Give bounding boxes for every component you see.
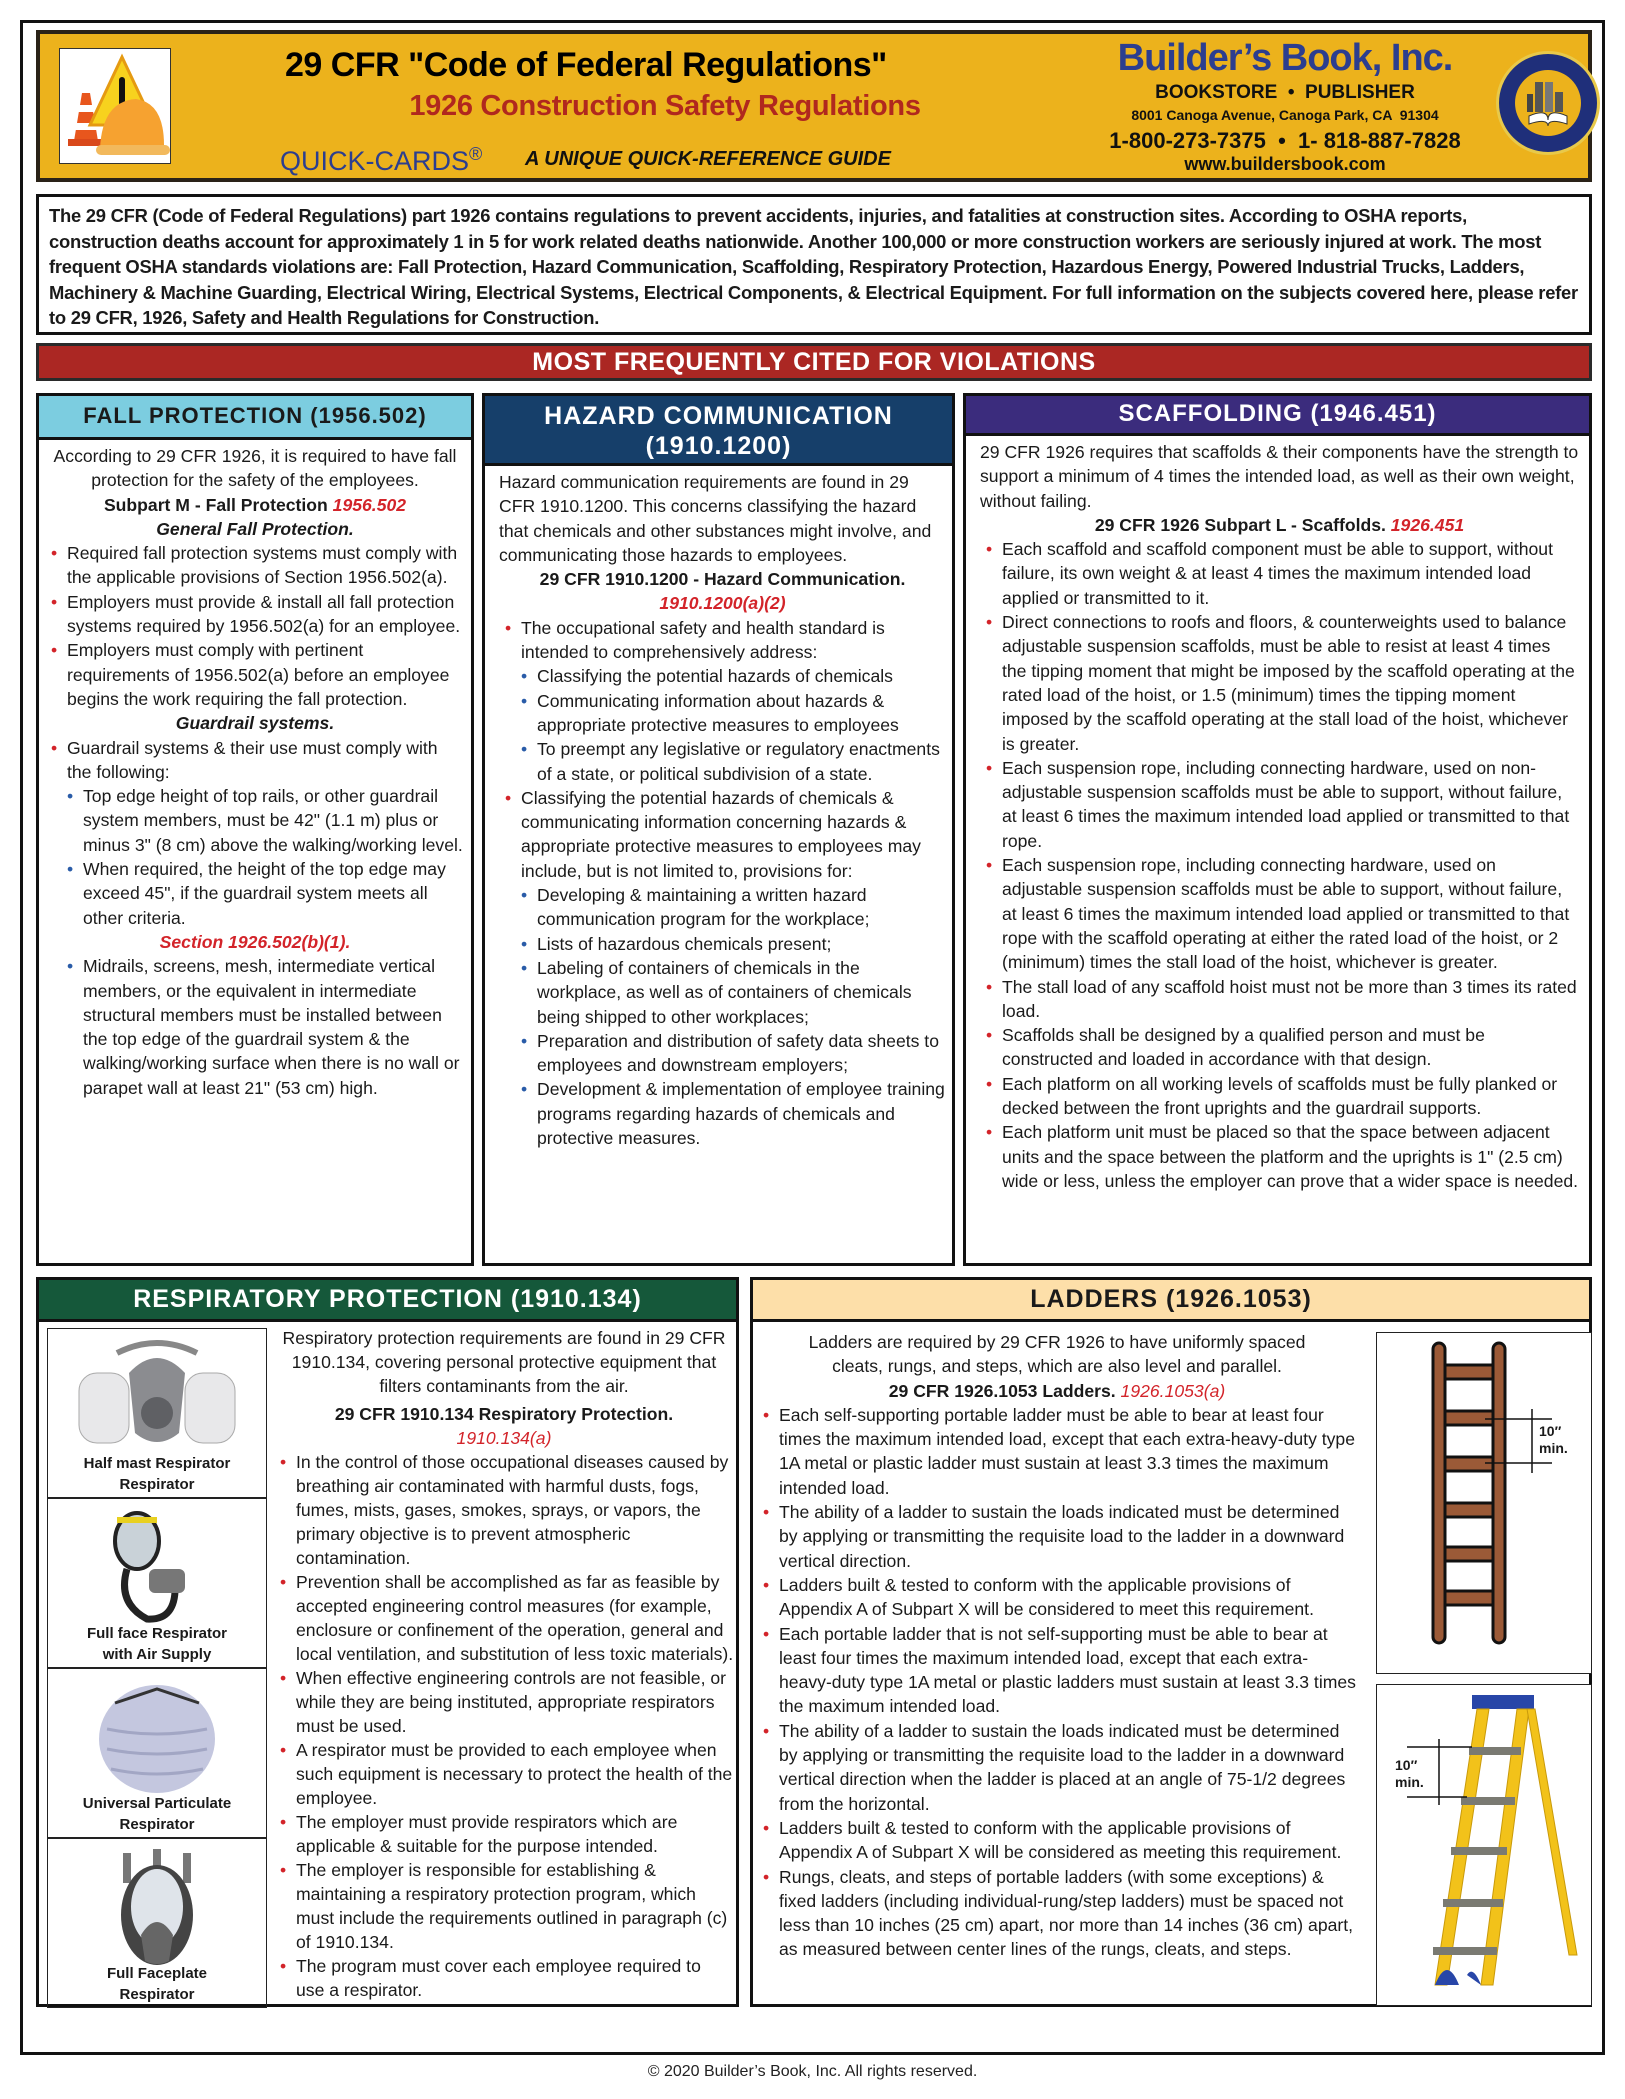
list-item: • Employers must provide & install all fall protection systems required by 1956.502(a) for an employee.	[45, 590, 465, 639]
sub-list-item: • Lists of hazardous chemicals present;	[499, 932, 946, 956]
step-ladder-image	[1376, 1684, 1592, 2006]
list-item: • Rungs, cleats, and steps of portable ladders (with some exceptions) & fixed ladders (including individual-rung/step ladders) must be spaced not less than 10 inches (25 cm) apart, nor more than 14 inches (36 cm) apart, as measured between center lines of the rungs, cleats, and steps.	[757, 1865, 1357, 1962]
sub-list-item: • Development & implementation of employee training programs regarding hazards of chemicals and protective measures.	[499, 1077, 946, 1150]
list-item: • Scaffolds shall be designed by a qualified person and must be constructed and loaded in accordance with that design.	[980, 1023, 1579, 1072]
publisher-website[interactable]: www.buildersbook.com	[1184, 154, 1386, 174]
hazard-communication-card	[482, 393, 955, 1266]
card-title: HAZARD COMMUNICATION (1910.1200)	[485, 396, 952, 466]
list-item: • Each portable ladder that is not self-supporting must be able to bear at least four times the maximum intended load, except that each extra-heavy-duty type 1A metal or plastic ladders must sustain at least 3.3 times the maximum intended load.	[757, 1622, 1357, 1719]
brand-quick-cards: QUICK-CARDS®	[280, 144, 483, 176]
card-intro: 29 CFR 1926 requires that scaffolds & their components have the strength to support a minimum of 4 times the intended load, as well as their own weight, without failing.	[980, 442, 1579, 511]
list-item: • Direct connections to roofs and floors, & counterweights used to balance adjustable suspension scaffolds, must be able to resist at least 4 times the tipping moment that might be imposed by the scaffold operating at the rated load of the hoist, or 1.5 (minimum) times the tipping moment imposed by the scaffold operating at the stall load of the hoist, whichever is greater.	[980, 610, 1579, 756]
list-item: • When effective engineering controls are not feasible, or while they are being instituted, appropriate respirators must be used.	[274, 1666, 734, 1738]
section-reference: Section 1926.502(b)(1).	[159, 931, 351, 952]
list-item: • The employer must provide respirators which are applicable & suitable for the purpose intended.	[274, 1810, 734, 1858]
list-item: • The stall load of any scaffold hoist must not be more than 3 times its rated load.	[980, 975, 1579, 1024]
sub-list-item: • Labeling of containers of chemicals in the workplace, as well as of containers of chemicals being shipped to other workplaces;	[499, 956, 946, 1029]
universal-particulate-respirator-image: Universal Particulate Respirator	[47, 1668, 267, 1838]
scaffolding-card	[963, 393, 1592, 1266]
full-face-respirator-air-supply-image: Full face Respirator with Air Supply	[47, 1498, 267, 1668]
sub-list-item: • Communicating information about hazards & appropriate protective measures to employees	[499, 689, 946, 738]
list-item: • Prevention shall be accomplished as far as feasible by accepted engineering control measures (for example, enclosure or confinement of the operation, general and local ventilation, and substitution of less toxic materials).	[274, 1570, 734, 1666]
respiratory-text	[274, 1326, 734, 2002]
list-item: • Guardrail systems & their use must comply with the following:	[45, 736, 465, 785]
card-title: LADDERS (1926.1053)	[753, 1280, 1589, 1322]
spacing-dimension-label: 10″ min.	[1395, 1757, 1424, 1790]
copyright-footer: © 2020 Builder’s Book, Inc. All rights reserved.	[647, 2063, 978, 2080]
subheading: General Fall Protection.	[156, 518, 354, 539]
ladders-text	[757, 1326, 1357, 1962]
full-faceplate-respirator-image: Full Faceplate Respirator	[47, 1838, 267, 2008]
intro-paragraph: The 29 CFR (Code of Federal Regulations) part 1926 contains regulations to prevent accidents, injuries, and fatalities at construction sites. According to OSHA reports, construction deaths account for approximately 1 in 5 for work related deaths nationwide. Another 100,000 or more construction workers are seriously injured at work. The most frequent OSHA standards violations are: Fall Protection, Hazard Communication, Scaffolding, Respiratory Protection, Hazardous Energy, Powered Industrial Trucks, Ladders, Machinery & Machine Guarding, Electrical Wiring, Electrical Systems, Electrical Components, & Electrical Equipment. For full information on the subjects covered here, please refer to 29 CFR, 1926, Safety and Health Regulations for Construction.	[36, 194, 1592, 335]
list-item: • Each suspension rope, including connecting hardware, used on adjustable suspension scaffolds must be able to support, without failure, at least 6 times the maximum intended load applied or transmitted to that rope with the scaffold operating at either the rated load of the hoist, or 2 (minimum) times the stall load of the hoist, whichever is greater.	[980, 853, 1579, 974]
list-item: • Ladders built & tested to conform with the applicable provisions of Appendix A of Subpart X will be considered as meeting this requirement.	[757, 1816, 1357, 1865]
list-item: • Employers must comply with pertinent requirements of 1956.502(a) before an employee begins the work requiring the fall protection.	[45, 638, 465, 711]
subheading: Guardrail systems.	[175, 713, 335, 734]
card-intro: According to 29 CFR 1926, it is required to have fall protection for the safety of the employees.	[53, 446, 457, 491]
list-item: • Each scaffold and scaffold component must be able to support, without failure, its own weight & at least 4 times the maximum intended load applied or transmitted to it.	[980, 537, 1579, 610]
header-subtitle: 1926 Construction Safety Regulations	[409, 90, 921, 122]
sub-list-item: • Midrails, screens, mesh, intermediate vertical members, or the equivalent in intermediate structural members must be installed between the top edge of the guardrail system & the walking/working surface when there is no wall or parapet wall at least 21" (53 cm) high.	[45, 954, 465, 1100]
subpart-heading: 29 CFR 1910.134 Respiratory Protection.	[334, 1404, 674, 1424]
section-banner: MOST FREQUENTLY CITED FOR VIOLATIONS	[36, 343, 1592, 381]
list-item: • The occupational safety and health standard is intended to comprehensively address:	[499, 616, 946, 665]
card-intro: Hazard communication requirements are found in 29 CFR 1910.1200. This concerns classifying the hazard that chemicals and other substances might involve, and communicating those hazards to employees.	[499, 472, 932, 565]
list-item: • Each suspension rope, including connecting hardware, used on non-adjustable suspension scaffolds must be able to support, without failure, at least 6 times the maximum intended load applied or transmitted to that rope.	[980, 756, 1579, 853]
header-title: 29 CFR "Code of Federal Regulations"	[285, 46, 887, 84]
respirator-images	[47, 1328, 267, 2008]
sub-list-item: • Preparation and distribution of safety data sheets to employees and downstream employers;	[499, 1029, 946, 1078]
card-title: FALL PROTECTION (1956.502)	[39, 396, 471, 440]
card-title: RESPIRATORY PROTECTION (1910.134)	[39, 1280, 736, 1322]
subpart-heading: 29 CFR 1926.1053 Ladders. 1926.1053(a)	[888, 1380, 1226, 1401]
card-intro: Ladders are required by 29 CFR 1926 to have uniformly spaced cleats, rungs, and steps, which are also level and parallel.	[808, 1332, 1306, 1377]
list-item: • The ability of a ladder to sustain the loads indicated must be determined by applying or transmitting the requisite load to the ladder in a downward vertical direction when the ladder is placed at an angle of 75-1/2 degrees from the horizontal.	[757, 1719, 1357, 1816]
half-mask-respirator-image: Half mast Respirator Respirator	[47, 1328, 267, 1498]
tagline: A UNIQUE QUICK-REFERENCE GUIDE	[525, 148, 891, 170]
list-item: • In the control of those occupational diseases caused by breathing air contaminated with harmful dusts, fogs, fumes, mists, gases, smokes, sprays, or vapors, the primary objective is to prevent atmospheric contamination.	[274, 1450, 734, 1570]
respiratory-protection-card	[36, 1277, 739, 2007]
safety-hardhat-cone-icon	[59, 48, 171, 164]
sub-list-item: • To preempt any legislative or regulatory enactments of a state, or political subdivision of a state.	[499, 737, 946, 786]
list-item: • The program must cover each employee required to use a respirator.	[274, 1954, 734, 2002]
publisher-phones: 1-800-273-7375 • 1- 818-887-7828	[1109, 128, 1461, 153]
sub-list-item: • When required, the height of the top edge may exceed 45", if the guardrail system meets all other criteria.	[45, 857, 465, 930]
ladders-card	[750, 1277, 1592, 2007]
section-reference: 1910.1200(a)(2)	[659, 593, 786, 614]
subpart-heading: 29 CFR 1926 Subpart L - Scaffolds. 1926.451	[1094, 514, 1465, 535]
list-item: • Required fall protection systems must comply with the applicable provisions of Section 1956.502(a).	[45, 541, 465, 590]
list-item: • The ability of a ladder to sustain the loads indicated must be determined by applying or transmitting the requisite load to the ladder in a downward vertical direction.	[757, 1500, 1357, 1573]
subpart-heading: 29 CFR 1910.1200 - Hazard Communication.	[539, 569, 906, 590]
list-item: • A respirator must be provided to each employee when such equipment is necessary to protect the health of the employee.	[274, 1738, 734, 1810]
publisher-name: Builder’s Book, Inc.	[1117, 37, 1453, 79]
list-item: • Each self-supporting portable ladder must be able to bear at least four times the maximum intended load, except that each extra-heavy-duty type 1A metal or plastic ladder must sustain at least 3.3 times the maximum intended load.	[757, 1403, 1357, 1500]
sub-list-item: • Developing & maintaining a written hazard communication program for the workplace;	[499, 883, 946, 932]
fall-protection-card	[36, 393, 474, 1266]
sub-list-item: • Classifying the potential hazards of chemicals	[499, 664, 946, 688]
list-item: • Each platform unit must be placed so that the space between adjacent units and the space between the platform and the uprights is 1" (2.5 cm) wide or less, unless the employer can prove that a wider space is needed.	[980, 1120, 1579, 1193]
publisher-address: 8001 Canoga Avenue, Canoga Park, CA 91304	[1131, 107, 1439, 123]
section-reference: 1910.134(a)	[456, 1428, 552, 1448]
straight-ladder-diagram	[1376, 1332, 1592, 1674]
card-title: SCAFFOLDING (1946.451)	[966, 396, 1589, 436]
sub-list-item: • Top edge height of top rails, or other guardrail system members, must be 42" (1.1 m) plus or minus 3" (8 cm) above the walking/working level.	[45, 784, 465, 857]
card-intro: Respiratory protection requirements are found in 29 CFR 1910.134, covering personal protective equipment that filters contaminants from the air.	[282, 1328, 726, 1396]
subpart-heading: Subpart M - Fall Protection 1956.502	[103, 494, 407, 515]
header	[36, 30, 1592, 182]
list-item: • Ladders built & tested to conform with the applicable provisions of Appendix A of Subpart X will be considered to meet this requirement.	[757, 1573, 1357, 1622]
list-item: • The employer is responsible for establishing & maintaining a respiratory protection program, which must include the requirements outlined in paragraph (c) of 1910.134.	[274, 1858, 734, 1954]
list-item: • Classifying the potential hazards of chemicals & communicating information concerning hazards & appropriate protective measures to employees may include, but is not limited to, provisions for:	[499, 786, 946, 883]
spacing-dimension-label: 10″ min.	[1539, 1423, 1568, 1456]
list-item: • Each platform on all working levels of scaffolds must be fully planked or decked between the front uprights and the guardrail supports.	[980, 1072, 1579, 1121]
publisher-role: BOOKSTORE • PUBLISHER	[1155, 82, 1415, 103]
builders-book-logo-icon	[1496, 51, 1600, 155]
